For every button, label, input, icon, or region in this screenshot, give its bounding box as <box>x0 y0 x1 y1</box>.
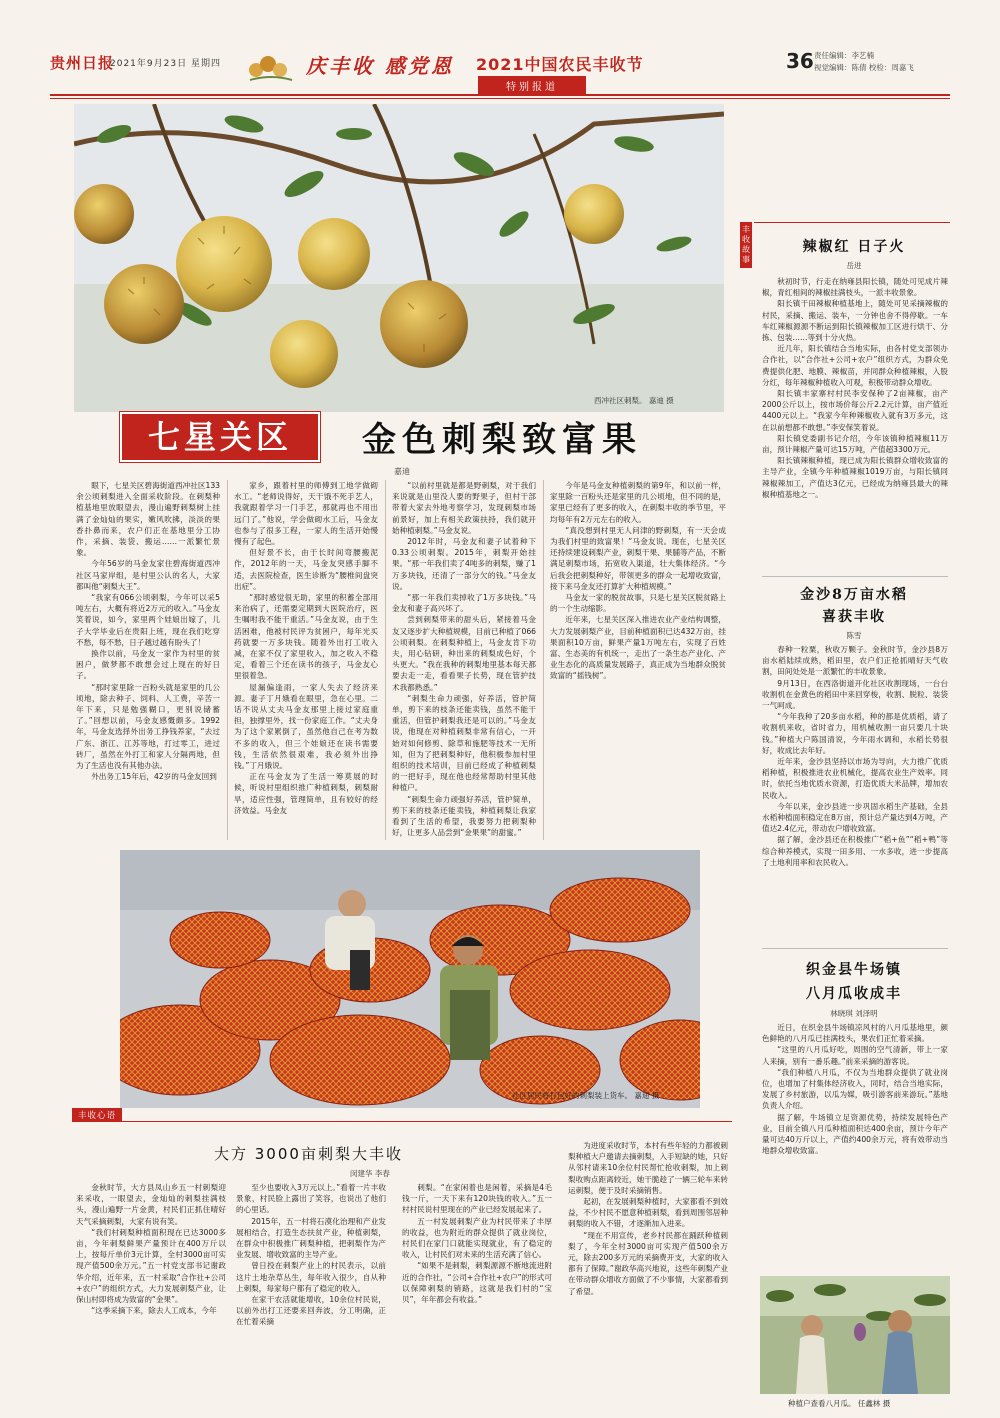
paragraph: 春种一粒粟，秋收万颗子。金秋时节，金沙县8万亩水稻陆续成熟，稻田里，农户们正抢抓晴好天气收割，田间处处是一派繁忙的丰收景象。 <box>762 645 948 677</box>
paragraph: “现在不用宣传，老乡村民都在踊跃种植刺梨了，今年全村3000亩可实现产值500余万元，除去200多万元的采摘费开支，大家的收入都有了保障。”谢政华高兴地说，这些年刺梨产业在带动群众增收方面做了不少事情，大家都看到了希望。 <box>568 1230 728 1296</box>
paragraph: 起初，在发展刺梨种植时，大家都看不到效益，不少村民不愿意种植刺梨，看到周围邻居种刺梨的收入不错，才逐渐加入进来。 <box>568 1197 728 1229</box>
paragraph: 刺梨。“在家闲着也是闲着，采摘是4毛钱一斤，一天下来有120块钱的收入。”五一村村民说村里现在的产业已经发展起来了。 <box>402 1183 552 1215</box>
main-article-column-1 <box>76 480 220 840</box>
paragraph: “我们种植八月瓜，不仅为当地群众提供了就业岗位，也增加了村集体经济收入，同时，结合当地实际，发展了乡村旅游，以瓜为媒，吸引游客前来游玩。”基地负责人介绍。 <box>762 1067 948 1111</box>
paragraph: 秋初时节，行走在纳雍县阳长镇，随处可见成片辣椒，青红相间的辣椒挂满枝头，一派丰收景象。 <box>762 277 948 298</box>
paragraph: 阳长镇丰家寨村村民李安保种了2亩辣椒，亩产2000公斤以上，按市场价每公斤2.2元计算，亩产值近4400元以上。“我家今年种辣椒收入就有3万多元，这在以前想都不敢想。”李安保笑着说。 <box>762 389 948 432</box>
paragraph: 近年来，七星关区深入推进农业产业结构调整，大力发展刺梨产业，目前种植面积已达432万亩，挂果面积10万亩，鲜果产量1万吨左右，实现了百姓富、生态美的有机统一，走出了一条生态产业化、产业生态化的高质量发展路子，真正成为当地群众脱贫致富的“摇钱树”。 <box>550 615 726 681</box>
paragraph: 眼下，七星关区碧海街道西冲社区133余公顷刺梨进入全面采收阶段。在刺梨种植基地里放眼望去，漫山遍野刺梨树上挂满了金灿灿的果实，嫩风吹拂，淡淡的果香扑鼻而来，农户们正在基地里分工协作，采摘、装袋、搬运……一派繁忙景象。 <box>76 481 220 558</box>
paper-name: 贵州日报 <box>50 54 115 72</box>
right-column-rule <box>754 222 950 223</box>
rice-article-byline: 陈雪 <box>846 631 862 640</box>
paragraph: 曾日投在刺梨产业上的村民表示，以前这片土地杂草丛生，每年收入很少，自从种上刺梨，每家每户都有了稳定的收入。 <box>236 1261 386 1293</box>
main-article-headline: 金色刺梨致富果 <box>362 420 642 460</box>
paragraph: 近年来，金沙县坚持以市场为导向，大力推广优质稻种植，积极推进农业机械化，提高农业生产效率。同时，依托当地优质水资源，打造优质大米品牌，增加农民收入。 <box>762 757 948 800</box>
page-number: 36 <box>786 49 814 73</box>
loading-photo-caption: 社区居民将打包好的刺梨装上货车。 嘉迪 摄 <box>512 1091 660 1100</box>
paragraph: 9月13日，在西洛街道开化社区收割现场，一台台收割机在金黄色的稻田中来回穿梭，收割、脱粒、装袋一气呵成。 <box>762 678 948 711</box>
paragraph: “那时感觉很无助，家里的积蓄全部用来治病了，还需要定期到大医院治疗，医生嘱咐我不能干重活。”马金友说，由于生活困难，他被村民评为贫困户，每年光买药就要一万多块钱。随着外出打工收入减，在家不仅了家里收入，加之收入不稳定，看着三个还在读书的孩子，马金友心里很着急。 <box>234 593 378 681</box>
column-divider <box>227 480 228 840</box>
main-article-byline: 嘉迪 <box>394 467 410 476</box>
paragraph: “真没想到村里无人问津的野刺梨，有一天会成为我们村里的致富果！”马金友说。现在，七星关区还持续建设刺梨产业，刺梨干果、果脯等产品，不断满足刺梨市场，拓宽收入渠道，壮大集体经济。“今后我会把刺梨种好，带领更多的群众一起增收致富，接下来马金友还打算扩大种植规模。” <box>550 525 726 591</box>
growers-photo-illustration <box>760 1276 950 1394</box>
main-article-column-3 <box>392 480 536 840</box>
bottom-article-column-1 <box>76 1182 226 1402</box>
growers-photo-caption: 种植户查看八月瓜。 任鑫林 摄 <box>788 1399 891 1408</box>
bottom-article-byline: 闵建华 李春 <box>350 1169 390 1178</box>
melon-growers-photo <box>760 1276 950 1394</box>
rice-article-headline: 金沙8万亩水稻 喜获丰收 <box>800 587 908 625</box>
prickly-pear-photo-illustration <box>74 104 724 412</box>
paragraph: “如果不是刺梨，刺梨源源不断地流进附近的合作社，“公司+合作社+农户”的形式可以保障刺梨的销路，这就是我们村的“宝贝”，年年都会有收益。” <box>402 1261 552 1305</box>
editor-line: 责任编辑：李艺楠 <box>814 51 874 60</box>
paragraph: 2012年时，马金友和妻子试着种下0.33公顷刺梨。2015年，刺梨开始挂果。“那一年我们卖了4吨多的刺梨，赚了1万多块钱，还清了一部分欠的钱。”马金友说。 <box>392 537 536 591</box>
paragraph: 今年以来，金沙县进一步巩固水稻生产基础，全县水稻种植面积稳定在8万亩，预计总产量达到4万吨，产值达2.4亿元，带动农户增收致富。 <box>762 801 948 834</box>
bottom-article-column-4 <box>568 1140 728 1402</box>
article-divider <box>762 948 948 949</box>
paragraph: 换作以前，马金友一家作为村里的贫困户，做梦都不敢想会过上现在的好日子。 <box>76 649 220 681</box>
paragraph: 金秋时节，大方县凤山乡五一村刺梨迎来采收，一眼望去，金灿灿的刺梨挂满枝头，漫山遍野一片金黄，村民们正抓住晴好天气采摘刺梨，大家有说有笑。 <box>76 1183 226 1226</box>
paragraph: 屋漏偏逢雨，一家人失去了经济来源。妻子丁月娥看在眼里，急在心里。二话不说从丈夫马金友那里上接过家庭重担，独撑里外，找一份家庭工作。“丈夫身为了这个家累倒了，虽然他自己在考为数不多的收入，但三个娃娘还在读书需要钱，生活依然很艰难，我必须外出挣钱。”丁月娥说。 <box>234 682 378 771</box>
paragraph: 五一村发展刺梨产业为村民带来了丰厚的收益，也为附近的群众提供了就业岗位，村民们在家门口就能实现就业，有了稳定的收入，让村民们对未来的生活充满了信心。 <box>402 1216 552 1260</box>
hero-photo-caption: 西冲社区刺梨。 嘉迪 摄 <box>594 396 674 405</box>
loading-truck-photo <box>120 850 700 1108</box>
paragraph: 为进度采收时节，本村有些年轻的力都被刺梨种植大户邀请去摘刺梨，入手短缺的她，只好从邻村请来10余位村民帮忙抢收刺梨，加上刺梨收购点距离较近，她干脆趁了一辆三轮车来转运刺梨，便于及时采摘销售。 <box>568 1141 728 1195</box>
paragraph: “刺梨生命力顽强，好养活，管护简单，剪下来的枝条还能卖钱，虽然不能干重活，但管护刺梨我还是可以的。”马金友说，他现在对种植刺梨非常有信心，一开始对如何修剪、除草和施肥等技术一无所知，但为了把刺梨种好，他积极参加村里组织的技术培训，目前已经成了种植刺梨的一把好手，现在他也经常帮助村里其他种植户。 <box>392 693 536 793</box>
paragraph: “那时家里除一百粉头就是家里的几公顷地，除去种子、饲料、人工费，辛苦一年下来，只是勉强糊口，更别说储蓄了。”回想以前，马金友感慨颇多。1992年，马金友选择外出务工挣钱养家，“去过广东、浙江、江苏等地，打过零工，进过砖厂，虽然在外打工和家人分隔两地，但为了生活也没有其他办法。 <box>76 682 220 771</box>
paragraph: 家乡，跟着村里的师傅到工地学做砌水工。“老师说得好，天干饿不死手艺人，我就跟着学习一门手艺，那就再也不用出远门了。”他说，学会做砌水工后，马金友也参与了很多工程，一家人的生活开始慢慢有了起色。 <box>234 481 378 547</box>
editor-line: 视觉编辑：陈倩 校检：周嘉飞 <box>814 63 914 72</box>
paragraph: “这季采摘下来，除去人工成本，今年 <box>91 1306 217 1316</box>
paragraph: 近日，在织金县牛场镇凉风村的八月瓜基地里，颜色鲜艳的八月瓜已挂满枝头，果农们正忙着采摘。 <box>762 1023 948 1044</box>
column-divider <box>543 480 544 840</box>
paragraph: “以前村里就是都是野刺梨，对于我们来说就是山里没人要的野果子，但村干部带着大家去外地考察学习，发现刺梨市场前景好，加上有相关政策扶持，我们就开始种植刺梨。”马金友说。 <box>392 481 536 535</box>
paragraph: “这里的八月瓜好吃，周围的空气清新，带上一家人来摘，别有一番乐趣。”前来采摘的游客说。 <box>762 1045 948 1066</box>
column-divider <box>385 480 386 840</box>
paragraph: “我们村刺梨种植面积现在已达3000多亩，今年刺梨鲜果产量预计在400万斤以上，按每斤单价3元计算，全村3000亩可实现产值500余万元。”五一村党支部书记谢政华介绍，近年来，五一村采取“合作社+公司+农户”的组织方式，大力发展刺梨产业，让保山村即将成为致富的“金果”。 <box>76 1227 226 1305</box>
hero-photo <box>74 104 724 412</box>
publication-date: 2021年9月23日 星期四 <box>110 59 221 69</box>
paragraph: 在家干农活就能增收，10余位村民说，以前外出打工还要来回奔波，分工明确，正在忙着采摘 <box>236 1295 386 1327</box>
chili-article-headline: 辣椒红 日子火 <box>802 239 906 255</box>
bottom-article-column-3 <box>402 1182 552 1402</box>
paragraph: 马金友一家的脱贫故事，只是七星关区脱贫路上的一个生动缩影。 <box>550 593 726 614</box>
paragraph: “刺梨生命力顽强好养活，管护简单，剪下来的枝条还能卖钱，种植刺梨让我家看到了生活的希望，我要努力把刺梨种好，让更多人品尝到“金果果”的甜蜜。” <box>392 794 536 838</box>
masthead <box>0 0 1000 96</box>
article-divider <box>762 576 948 577</box>
chili-article-body <box>762 276 948 572</box>
sacks-photo-illustration <box>120 850 700 1108</box>
festival-title: 庆丰收 感党恩 <box>306 54 454 78</box>
paragraph: 至少也要收入3万元以上。”看着一片丰收景象，村民脸上露出了笑容，也说出了他们的心里话。 <box>236 1183 386 1215</box>
special-report-tag: 特别报道 <box>478 76 586 95</box>
editor-credit <box>814 50 914 74</box>
festival-year: 2021中国农民丰收节 <box>476 55 644 74</box>
melon-article-byline: 林晓琪 刘泽明 <box>830 1009 878 1018</box>
main-article-kicker: 七星关区 <box>120 412 320 462</box>
main-article-column-4 <box>550 480 726 840</box>
paragraph: 据了解，金沙县还在积极推广“稻+鱼”“稻+鸭”等综合种养模式，实现一田多用、一水多收，进一步提高了土地利用率和农民收入。 <box>762 835 948 867</box>
paragraph: 据了解，牛场镇立足资源优势，持续发展特色产业，目前全镇八月瓜种植面积达400余亩，预计今年产量可达40万斤以上，产值约400余万元，将有效带动当地群众增收致富。 <box>762 1112 948 1156</box>
section-rule <box>72 1121 732 1122</box>
grain-decoration-icon <box>246 52 296 84</box>
melon-article-body <box>762 1022 948 1270</box>
chili-article-byline: 岳进 <box>846 261 862 270</box>
bottom-article-column-2 <box>236 1182 386 1402</box>
section-tag: 丰收心语 <box>72 1108 122 1122</box>
paragraph: 阳长镇党委副书记介绍，今年该镇种植辣椒11万亩，预计辣椒产量可达15万吨，产值超3300万元。 <box>762 433 948 455</box>
masthead-rule <box>50 98 950 99</box>
paragraph: 外出务工15年后，42岁的马金友回到 <box>91 772 217 782</box>
paragraph: 阳长镇干田辣椒种植基地上，随处可见采摘辣椒的村民，采摘、搬运、装车，一分钟也舍不得停歇。一车车红辣椒源源不断运到阳长镇辣椒加工区进行烘干、分拣、包装……等到十分火热。 <box>762 299 948 343</box>
paragraph: “我家有066公顷刺梨，今年可以采5吨左右，大概有将近2万元的收入。”马金友笑着说，如今，家里两个娃娘出嫁了，儿子大学毕业后在贵阳上班，现在我们吃穿不愁，每不愁，日子越过越有盼头了！ <box>76 593 220 647</box>
side-section-tag: 丰收故事 <box>740 222 752 268</box>
paragraph: 正在马金友为了生活一筹莫展的时候，听说村里组织推广种植刺梨，刺梨耐旱，适应性强，管理简单，且有较好的经济效益。马金友 <box>234 772 378 815</box>
melon-article-headline: 织金县牛场镇 八月瓜收成丰 <box>806 962 902 1002</box>
paragraph: 尝到刺梨带来的甜头后，紧接着马金友又逐步扩大种植规模，目前已种植了066公顷刺梨。在刺梨种植上，马金友肯下功夫，用心钻研，种出来的刺梨成色好，个头更大。“我在我种的刺梨地里基本每天都要去走一走，看看果子长势，现在管护技术我都熟悉。” <box>392 615 536 692</box>
paragraph: 近几年，阳长镇结合当地实际，由各村党支部领办合作社，以“合作社+公司+农户”组织方式，为群众免费提供化肥、地膜、辣椒苗，并同群众种植辣椒，入股分红，每年辣椒种植收入可观，积极带动群众增收。 <box>762 344 948 387</box>
bottom-article-headline: 大方 3000亩刺梨大丰收 <box>214 1145 403 1163</box>
paragraph: “那一年我们卖掉收了1万多块钱。”马金友和妻子高兴坏了。 <box>392 593 536 614</box>
paragraph: 2015年，五一村将石漠化治理和产业发展相结合，打造生态扶贫产业，种植刺梨，在群众中积极推广刺梨种植，把刺梨作为产业发展、增收致富的主导产业。 <box>236 1216 386 1260</box>
masthead-rule <box>50 94 950 96</box>
main-article-column-2 <box>234 480 378 840</box>
paragraph: 今年是马金友种植刺梨的第9年，和以前一样，家里除一百粉头还是家里的几公顷地，但不同的是，家里已经有了更多的收入，在刺梨丰收的季节里，平均每年有2万元左右的收入。 <box>550 481 726 524</box>
rice-article-body <box>762 644 948 942</box>
paragraph: “今年我种了20多亩水稻，种的都是优质稻，请了收割机来收，省时省力，用机械收割一亩只要几十块钱。”种植大户陈国清说，今年雨水调和，水稻长势很好，收成比去年好。 <box>762 712 948 755</box>
paragraph: 今年56岁的马金友家住碧海街道西冲社区马家岸组，是村里公认的名人，大家都叫他“刺梨大王”。 <box>76 559 220 591</box>
paragraph: 阳长镇辣椒种植，现已成为阳长镇群众增收致富的主导产业，全镇今年种植辣椒1019万亩，与阳长镇同辣椒辣加工，产值达3亿元，已经成为纳雍县最大的辣椒种植基地之一。 <box>762 456 948 499</box>
paragraph: 但好景不长，由于长时间弯腰搬泥作，2012年的一天，马金友突感手脚不适，去医院检查，医生诊断为“腰椎间盘突出症”。 <box>234 548 378 591</box>
